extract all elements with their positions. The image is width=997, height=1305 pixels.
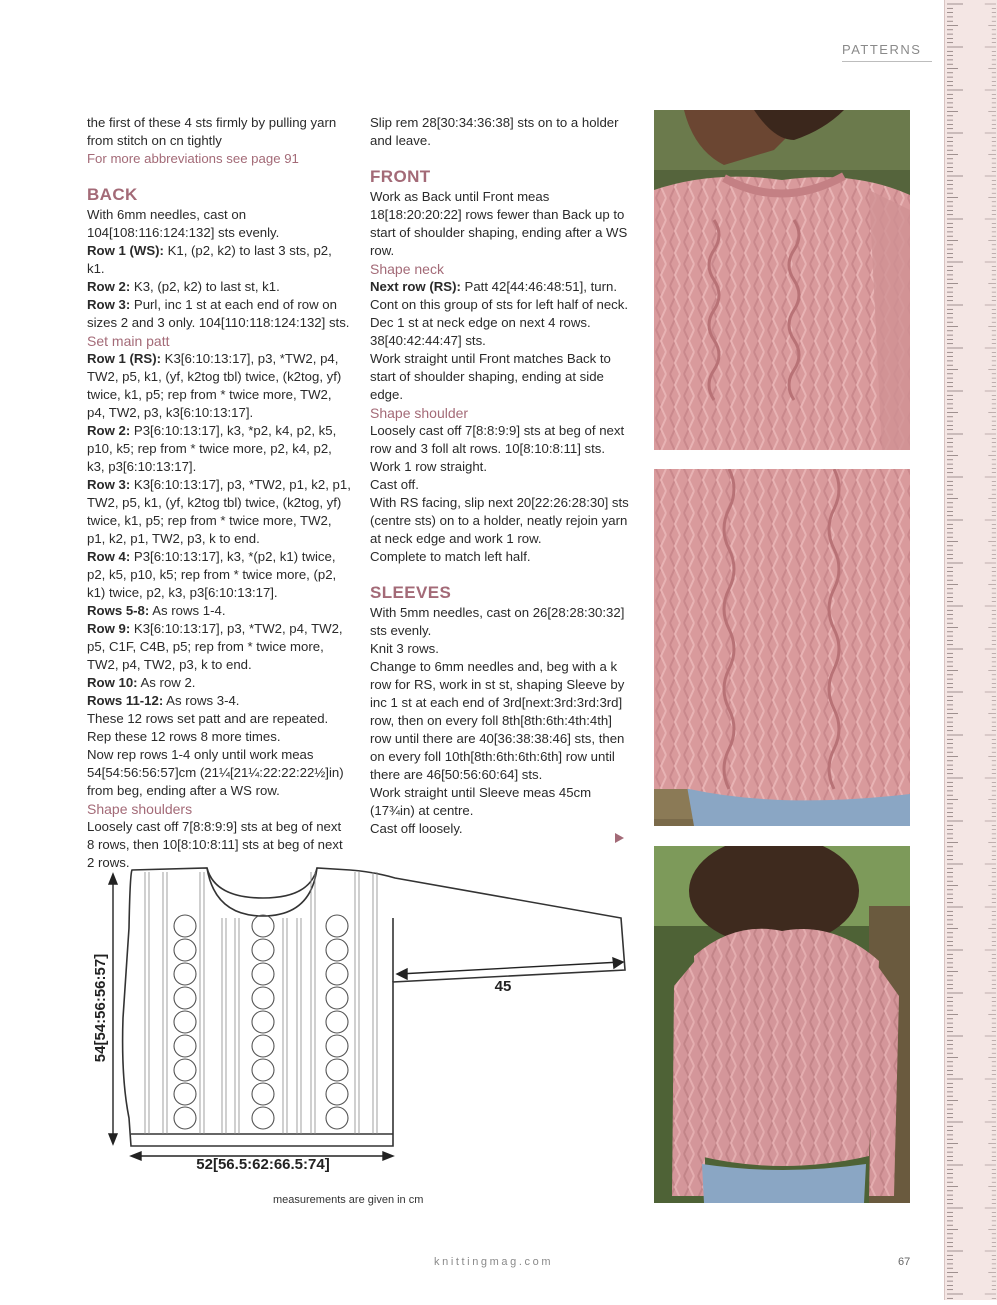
section-header: PATTERNS bbox=[842, 42, 932, 62]
repeat-text-2: Rep these 12 rows 8 more times. bbox=[87, 729, 281, 744]
photo-back-view bbox=[654, 846, 910, 1203]
sleeve-measurement: 45 bbox=[494, 978, 512, 995]
complete-text: Complete to match left half. bbox=[370, 549, 531, 564]
back-row-2: Row 2: K3, (p2, k2) to last st, k1. bbox=[87, 279, 280, 294]
footer-website: knittingmag.com bbox=[434, 1256, 554, 1268]
rs-facing-text: With RS facing, slip next 20[22:26:28:30] sts (centre sts) on to a holder, neatly rejoin yarn at neck edge and work 1 row. bbox=[370, 495, 629, 546]
continue-arrow-icon bbox=[615, 833, 624, 843]
back-cast-on: With 6mm needles, cast on 104[108:116:124:132] sts evenly. bbox=[87, 207, 280, 240]
now-text: Now rep rows 1-4 only until work meas 54[54:56:56:57]cm (21¼[21¼:22:22:22½]in) from beg, ending after a WS row. bbox=[87, 747, 344, 798]
intro-text: the first of these 4 sts firmly by pulling yarn from stitch on cn tightly bbox=[87, 115, 337, 148]
photo-front-closeup bbox=[654, 110, 910, 450]
one-row-text: Work 1 row straight. bbox=[370, 459, 488, 474]
back-row-3: Row 3: Purl, inc 1 st at each end of row on sizes 2 and 3 only. 104[110:118:124:132] sts. bbox=[87, 297, 350, 330]
patt-row-1: Row 1 (RS): K3[6:10:13:17], p3, *TW2, p4, TW2, p5, k1, (yf, k2tog tbl) twice, (k2tog, yf) twice, k1, p5; rep from * twice more, TW2, p4, TW2, p3, k3[6:10:13:17]. bbox=[87, 351, 342, 420]
shape-neck-heading: Shape neck bbox=[370, 261, 444, 277]
back-heading: BACK bbox=[87, 185, 138, 204]
patt-row-10: Row 10: As row 2. bbox=[87, 675, 196, 690]
sleeves-cast-on: With 5mm needles, cast on 26[28:28:30:32] sts evenly. bbox=[370, 605, 625, 638]
slip-text: Slip rem 28[30:34:36:38] sts on to a holder and leave. bbox=[370, 115, 619, 148]
pattern-column-2 bbox=[370, 114, 632, 838]
patt-rows-11-12: Rows 11-12: As rows 3-4. bbox=[87, 693, 240, 708]
patt-row-9: Row 9: K3[6:10:13:17], p3, *TW2, p4, TW2, p5, C1F, C4B, p5; rep from * twice more, TW2, p4, TW2, p3, k to end. bbox=[87, 621, 343, 672]
knit-3-text: Knit 3 rows. bbox=[370, 641, 439, 656]
patt-rows-5-8: Rows 5-8: As rows 1-4. bbox=[87, 603, 226, 618]
front-heading: FRONT bbox=[370, 167, 431, 186]
repeat-text-1: These 12 rows set patt and are repeated. bbox=[87, 711, 329, 726]
shape-shoulder-heading: Shape shoulder bbox=[370, 405, 469, 421]
sleeves-heading: SLEEVES bbox=[370, 583, 452, 602]
sleeve-until-text: Work straight until Sleeve meas 45cm (17¾in) at centre. bbox=[370, 785, 592, 818]
diagram-caption: measurements are given in cm bbox=[273, 1194, 424, 1206]
front-text: Work as Back until Front meas 18[18:20:20:22] rows fewer than Back up to start of shoulder shaping, ending after a WS row. bbox=[370, 189, 628, 258]
dec-text: Dec 1 st at neck edge on next 4 rows. 38[40:42:44:47] sts. bbox=[370, 315, 591, 348]
measuring-ruler bbox=[944, 0, 997, 1300]
patt-row-4: Row 4: P3[6:10:13:17], k3, *(p2, k1) twice, p2, k5, p10, k5; rep from * twice more, (p2, k1) twice, p2, k3, p3[6:10:13:17]. bbox=[87, 549, 337, 600]
patt-row-2: Row 2: P3[6:10:13:17], k3, *p2, k4, p2, k5, p10, k5; rep from * twice more, p2, k4, p2, k3, p3[6:10:13:17]. bbox=[87, 423, 337, 474]
length-measurement: 54[54:56:56:57] bbox=[92, 953, 109, 1063]
back-row-1: Row 1 (WS): K1, (p2, k2) to last 3 sts, p2, k1. bbox=[87, 243, 332, 276]
abbreviations-link[interactable]: For more abbreviations see page 91 bbox=[87, 151, 299, 166]
cast-off-text: Cast off. bbox=[370, 477, 419, 492]
cast-off-loosely-text: Cast off loosely. bbox=[370, 821, 463, 836]
patt-row-3: Row 3: K3[6:10:13:17], p3, *TW2, p1, k2, p1, TW2, p5, k1, (yf, k2tog tbl) twice, (k2tog, yf) twice, k1, p5; rep from * twice more, TW2, p1, k2, p1, TW2, p3, k to end. bbox=[87, 477, 351, 546]
photo-front-detail bbox=[654, 469, 910, 826]
neck-next-row: Next row (RS): Patt 42[44:46:48:51], turn. Cont on this group of sts for left half of neck. bbox=[370, 279, 629, 312]
shoulders-text: Loosely cast off 7[8:8:9:9] sts at beg of next 8 rows, then 10[8:10:8:11] sts at beg of next 2 rows. bbox=[87, 819, 343, 870]
sweater-schematic bbox=[85, 858, 630, 1183]
page-number: 67 bbox=[898, 1256, 911, 1268]
width-measurement: 52[56.5:62:66.5:74] bbox=[196, 1156, 330, 1173]
change-needles-text: Change to 6mm needles and, beg with a k row for RS, work in st st, shaping Sleeve by inc 1 st at each end of 3rd[next:3rd:3rd:3rd] row, then on every foll 8th[8th:6th:4th:4th] row until there are 40[36:38:38:46] sts, then on every foll 10th[8th:6th:6th:6th] row until there are 46[50:56:60:64] sts. bbox=[370, 659, 625, 782]
shape-shoulders-heading: Shape shoulders bbox=[87, 801, 193, 817]
straight-text: Work straight until Front matches Back to start of shoulder shaping, ending at side edge. bbox=[370, 351, 611, 402]
shoulder-text: Loosely cast off 7[8:8:9:9] sts at beg of next row and 3 foll alt rows. 10[8:10:8:11] sts. bbox=[370, 423, 625, 456]
pattern-column-1 bbox=[87, 114, 352, 872]
set-main-patt-heading: Set main patt bbox=[87, 333, 170, 349]
